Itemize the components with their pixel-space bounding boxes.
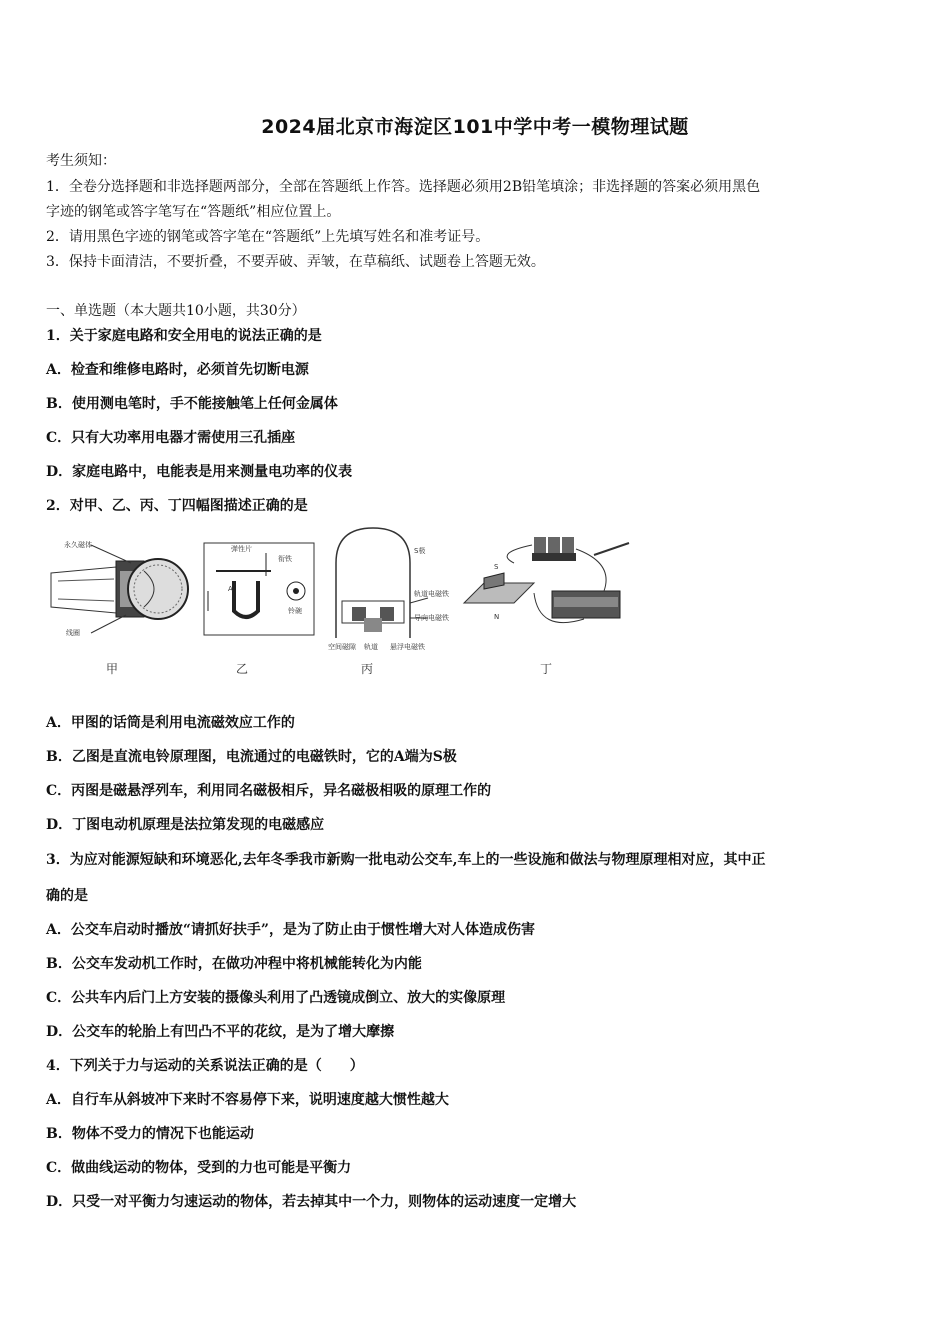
label-track-magnet: 轨道电磁铁: [414, 590, 449, 598]
question-3-option-c: C．公共车内后门上方安装的摄像头利用了凸透镜成倒立、放大的实像原理: [46, 990, 506, 1006]
motor-diagram: [454, 523, 636, 653]
figure-label-bing: 丙: [361, 662, 374, 676]
maglev-diagram: [328, 523, 463, 653]
notice-item: 字迹的钢笔或答字笔写在“答题纸”相应位置上。: [46, 204, 341, 220]
label-coil: 线圈: [66, 629, 80, 637]
question-3-option-b: B．公交车发动机工作时，在做功冲程中将机械能转化为内能: [46, 956, 422, 972]
microphone-diagram: [46, 531, 196, 651]
question-4-option-b: B．物体不受力的情况下也能运动: [46, 1126, 254, 1142]
label-levitation-magnet: 悬浮电磁铁: [390, 643, 425, 651]
label-armature: 衔铁: [278, 555, 292, 563]
question-2-option-d: D．丁图电动机原理是法拉第发现的电磁感应: [46, 817, 325, 833]
notice-item: 3．保持卡面清洁，不要折叠，不要弄破、弄皱，在草稿纸、试题卷上答题无效。: [46, 254, 545, 270]
label-s-pole: S极: [414, 547, 426, 555]
question-2-figure: [46, 523, 636, 683]
figure-label-jia: 甲: [106, 662, 119, 676]
question-4-option-c: C．做曲线运动的物体，受到的力也可能是平衡力: [46, 1160, 352, 1176]
section-heading: 一、单选题（本大题共10小题，共30分）: [46, 303, 306, 319]
label-spring-strip: 弹性片: [231, 545, 252, 553]
question-1-stem: 1．关于家庭电路和安全用电的说法正确的是: [46, 328, 322, 344]
question-2-option-a: A．甲图的话筒是利用电流磁效应工作的: [46, 715, 295, 731]
label-n: N: [494, 613, 500, 621]
page-title: 2024届北京市海淀区101中学中考一模物理试题: [261, 116, 689, 138]
label-gap: 空间磁隙: [328, 643, 356, 651]
question-3-option-d: D．公交车的轮胎上有凹凸不平的花纹，是为了增大摩擦: [46, 1024, 395, 1040]
question-3-option-a: A．公交车启动时播放“请抓好扶手”，是为了防止由于惯性增大对人体造成伤害: [46, 922, 535, 938]
question-2-option-b: B．乙图是直流电铃原理图，电流通过的电磁铁时，它的A端为S极: [46, 749, 457, 765]
label-a-end: A: [228, 585, 233, 593]
notice-heading: 考生须知：: [46, 153, 116, 169]
question-1-option-b: B．使用测电笔时，手不能接触笔上任何金属体: [46, 396, 338, 412]
question-2-stem: 2．对甲、乙、丙、丁四幅图描述正确的是: [46, 498, 308, 514]
label-bell-bowl: 铃碗: [288, 607, 302, 615]
question-3-stem: 3．为应对能源短缺和环境恶化,去年冬季我市新购一批电动公交车,车上的一些设施和做法与物理原理相对应，其中正: [46, 852, 766, 868]
figure-label-yi: 乙: [236, 662, 249, 676]
question-3-stem-cont: 确的是: [46, 888, 88, 904]
notice-item: 2．请用黑色字迹的钢笔或答字笔在“答题纸”上先填写姓名和准考证号。: [46, 229, 490, 245]
label-guide-magnet: 导向电磁铁: [414, 614, 449, 622]
label-track: 轨道: [364, 643, 378, 651]
question-4-option-a: A．自行车从斜坡冲下来时不容易停下来，说明速度越大惯性越大: [46, 1092, 449, 1108]
question-2-option-c: C．丙图是磁悬浮列车，利用同名磁极相斥，异名磁极相吸的原理工作的: [46, 783, 492, 799]
electric-bell-diagram: [196, 531, 326, 651]
figure-label-ding: 丁: [540, 662, 553, 676]
label-permanent-magnet: 永久磁体: [64, 541, 92, 549]
question-1-option-d: D．家庭电路中，电能表是用来测量电功率的仪表: [46, 464, 353, 480]
question-1-option-c: C．只有大功率用电器才需使用三孔插座: [46, 430, 296, 446]
notice-item: 1．全卷分选择题和非选择题两部分，全部在答题纸上作答。选择题必须用2B铅笔填涂；非选择题的答案必须用黑色: [46, 179, 761, 195]
label-s: S: [494, 563, 499, 571]
question-4-option-d: D．只受一对平衡力匀速运动的物体，若去掉其中一个力，则物体的运动速度一定增大: [46, 1194, 577, 1210]
question-1-option-a: A．检查和维修电路时，必须首先切断电源: [46, 362, 309, 378]
question-4-stem: 4．下列关于力与运动的关系说法正确的是（ ）: [46, 1058, 364, 1074]
